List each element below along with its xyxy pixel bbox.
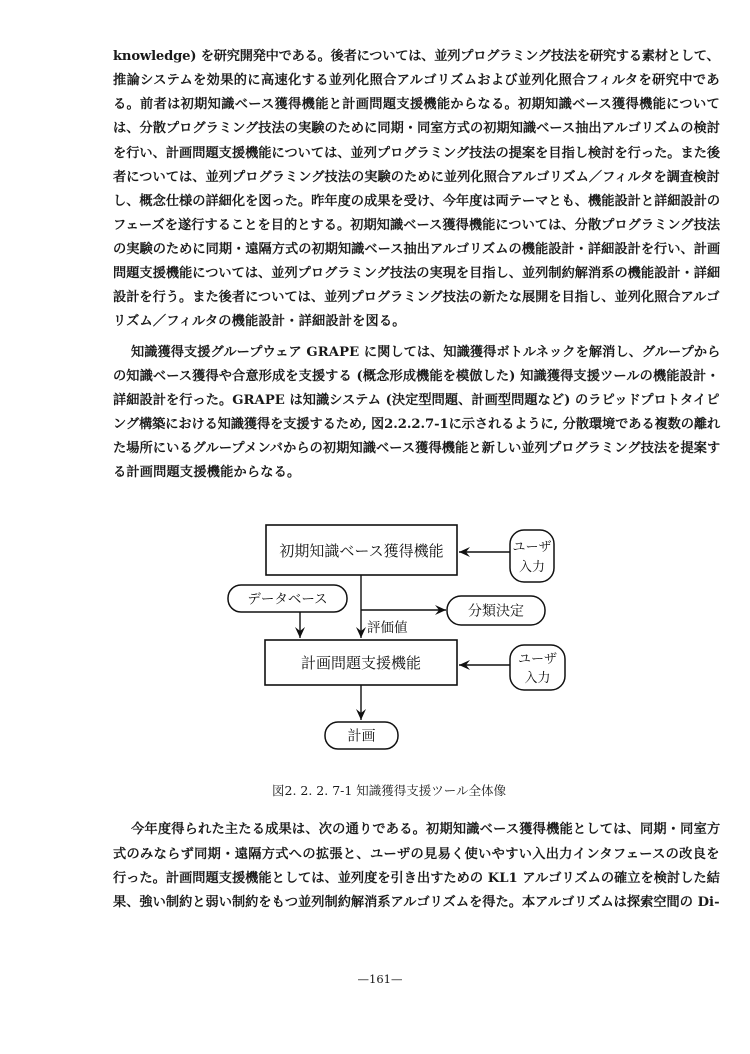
text-line: 式のみならず同期・遠隔方式への拡張と、ユーザの見易く使いやすい入出力インタフェースの改良を bbox=[113, 847, 720, 862]
text-line: の知識ベース獲得や合意形成を支援する (概念形成機能を模倣した) 知識獲得支援ツールの機能設計・ bbox=[113, 369, 720, 384]
user-input-1-line2: 入力 bbox=[518, 560, 546, 575]
evaluation-value-label: 評価値 bbox=[367, 620, 408, 636]
user-input-2-line2: 入力 bbox=[524, 671, 551, 686]
text-line: の実験のために同期・遠隔方式の初期知識ベース抽出アルゴリズムの機能設計・詳細設計を行い、計画 bbox=[113, 242, 721, 257]
planning-support-label: 計画問題支援機能 bbox=[300, 654, 422, 672]
text-line: 設計を行う。また後者については、並列プログラミング技法の新たな展開を目指し、並列化照合アルゴ bbox=[113, 290, 720, 305]
page-number: —161— bbox=[357, 972, 403, 986]
text-line: 果、強い制約と弱い制約をもつ並列制約解消系アルゴリズムを得た。本アルゴリズムは探索空間の Di- bbox=[113, 895, 720, 910]
text-line: る計画問題支援機能からなる。 bbox=[113, 465, 301, 480]
user-input-2-line1: ユーザ bbox=[517, 652, 558, 667]
text-line: フェーズを遂行することを目的とする。初期知識ベース獲得機能については、分散プログラミング技法 bbox=[113, 218, 721, 233]
text-line: knowledge) を研究開発中である。後者については、並列プログラミング技法を研究する素材として、 bbox=[113, 49, 720, 64]
text-line: は、分散プログラミング技法の実験のために同期・同室方式の初期知識ベース抽出アルゴリズムの検討 bbox=[113, 121, 720, 136]
user-input-1-line1: ユーザ bbox=[512, 540, 552, 555]
text-line: リズム／フィルタの機能設計・詳細設計を図る。 bbox=[113, 314, 406, 329]
text-line: 行った。計画問題支援機能としては、並列度を引き出すための KL1 アルゴリズムの確立を検討した結 bbox=[113, 871, 720, 886]
text-line: た場所にいるグループメンバからの初期知識ベース獲得機能と新しい並列プログラミング技法を提案す bbox=[113, 441, 721, 456]
text-line: し、概念仕様の詳細化を図った。昨年度の成果を受け、今年度は両テーマとも、機能設計と詳細設計の bbox=[113, 194, 721, 209]
text-line: 問題支援機能については、並列プログラミング技法の実現を目指し、並列制約解消系の機能設計・詳細 bbox=[113, 266, 721, 281]
text-line: 今年度得られた主たる成果は、次の通りである。初期知識ベース獲得機能としては、同期・同室方 bbox=[131, 822, 721, 837]
text-line: 詳細設計を行った。GRAPE は知識システム (決定型問題、計画型問題など) のラピッドプロトタイピ bbox=[113, 393, 720, 408]
initial-kb-acquisition-label: 初期知識ベース獲得機能 bbox=[279, 542, 444, 560]
plan-label: 計画 bbox=[347, 728, 376, 745]
text-line: を行い、計画問題支援機能については、並列プログラミング技法の提案を目指し検討を行った。また後 bbox=[113, 146, 721, 161]
classification-label: 分類決定 bbox=[468, 603, 524, 620]
text-line: 知識獲得支援グループウェア GRAPE に関しては、知識獲得ボトルネックを解消し、グループから bbox=[131, 345, 721, 360]
database-label: データベース bbox=[247, 591, 328, 608]
text-line: る。前者は初期知識ベース獲得機能と計画問題支援機能からなる。初期知識ベース獲得機能について bbox=[113, 97, 720, 112]
text-line: 推論システムを効果的に高速化する並列化照合アルゴリズムおよび並列化照合フィルタを研究中であ bbox=[113, 73, 720, 88]
text-line: ング構築における知識獲得を支援するため, 図2.2.2.7-1に示されるように, 分散環境である複数の離れ bbox=[113, 417, 721, 432]
figure-caption: 図2. 2. 2. 7-1 知識獲得支援ツール全体像 bbox=[272, 783, 507, 798]
text-line: 者については、並列プログラミング技法の実験のために並列化照合アルゴリズム／フィルタを調査検討 bbox=[113, 170, 720, 185]
